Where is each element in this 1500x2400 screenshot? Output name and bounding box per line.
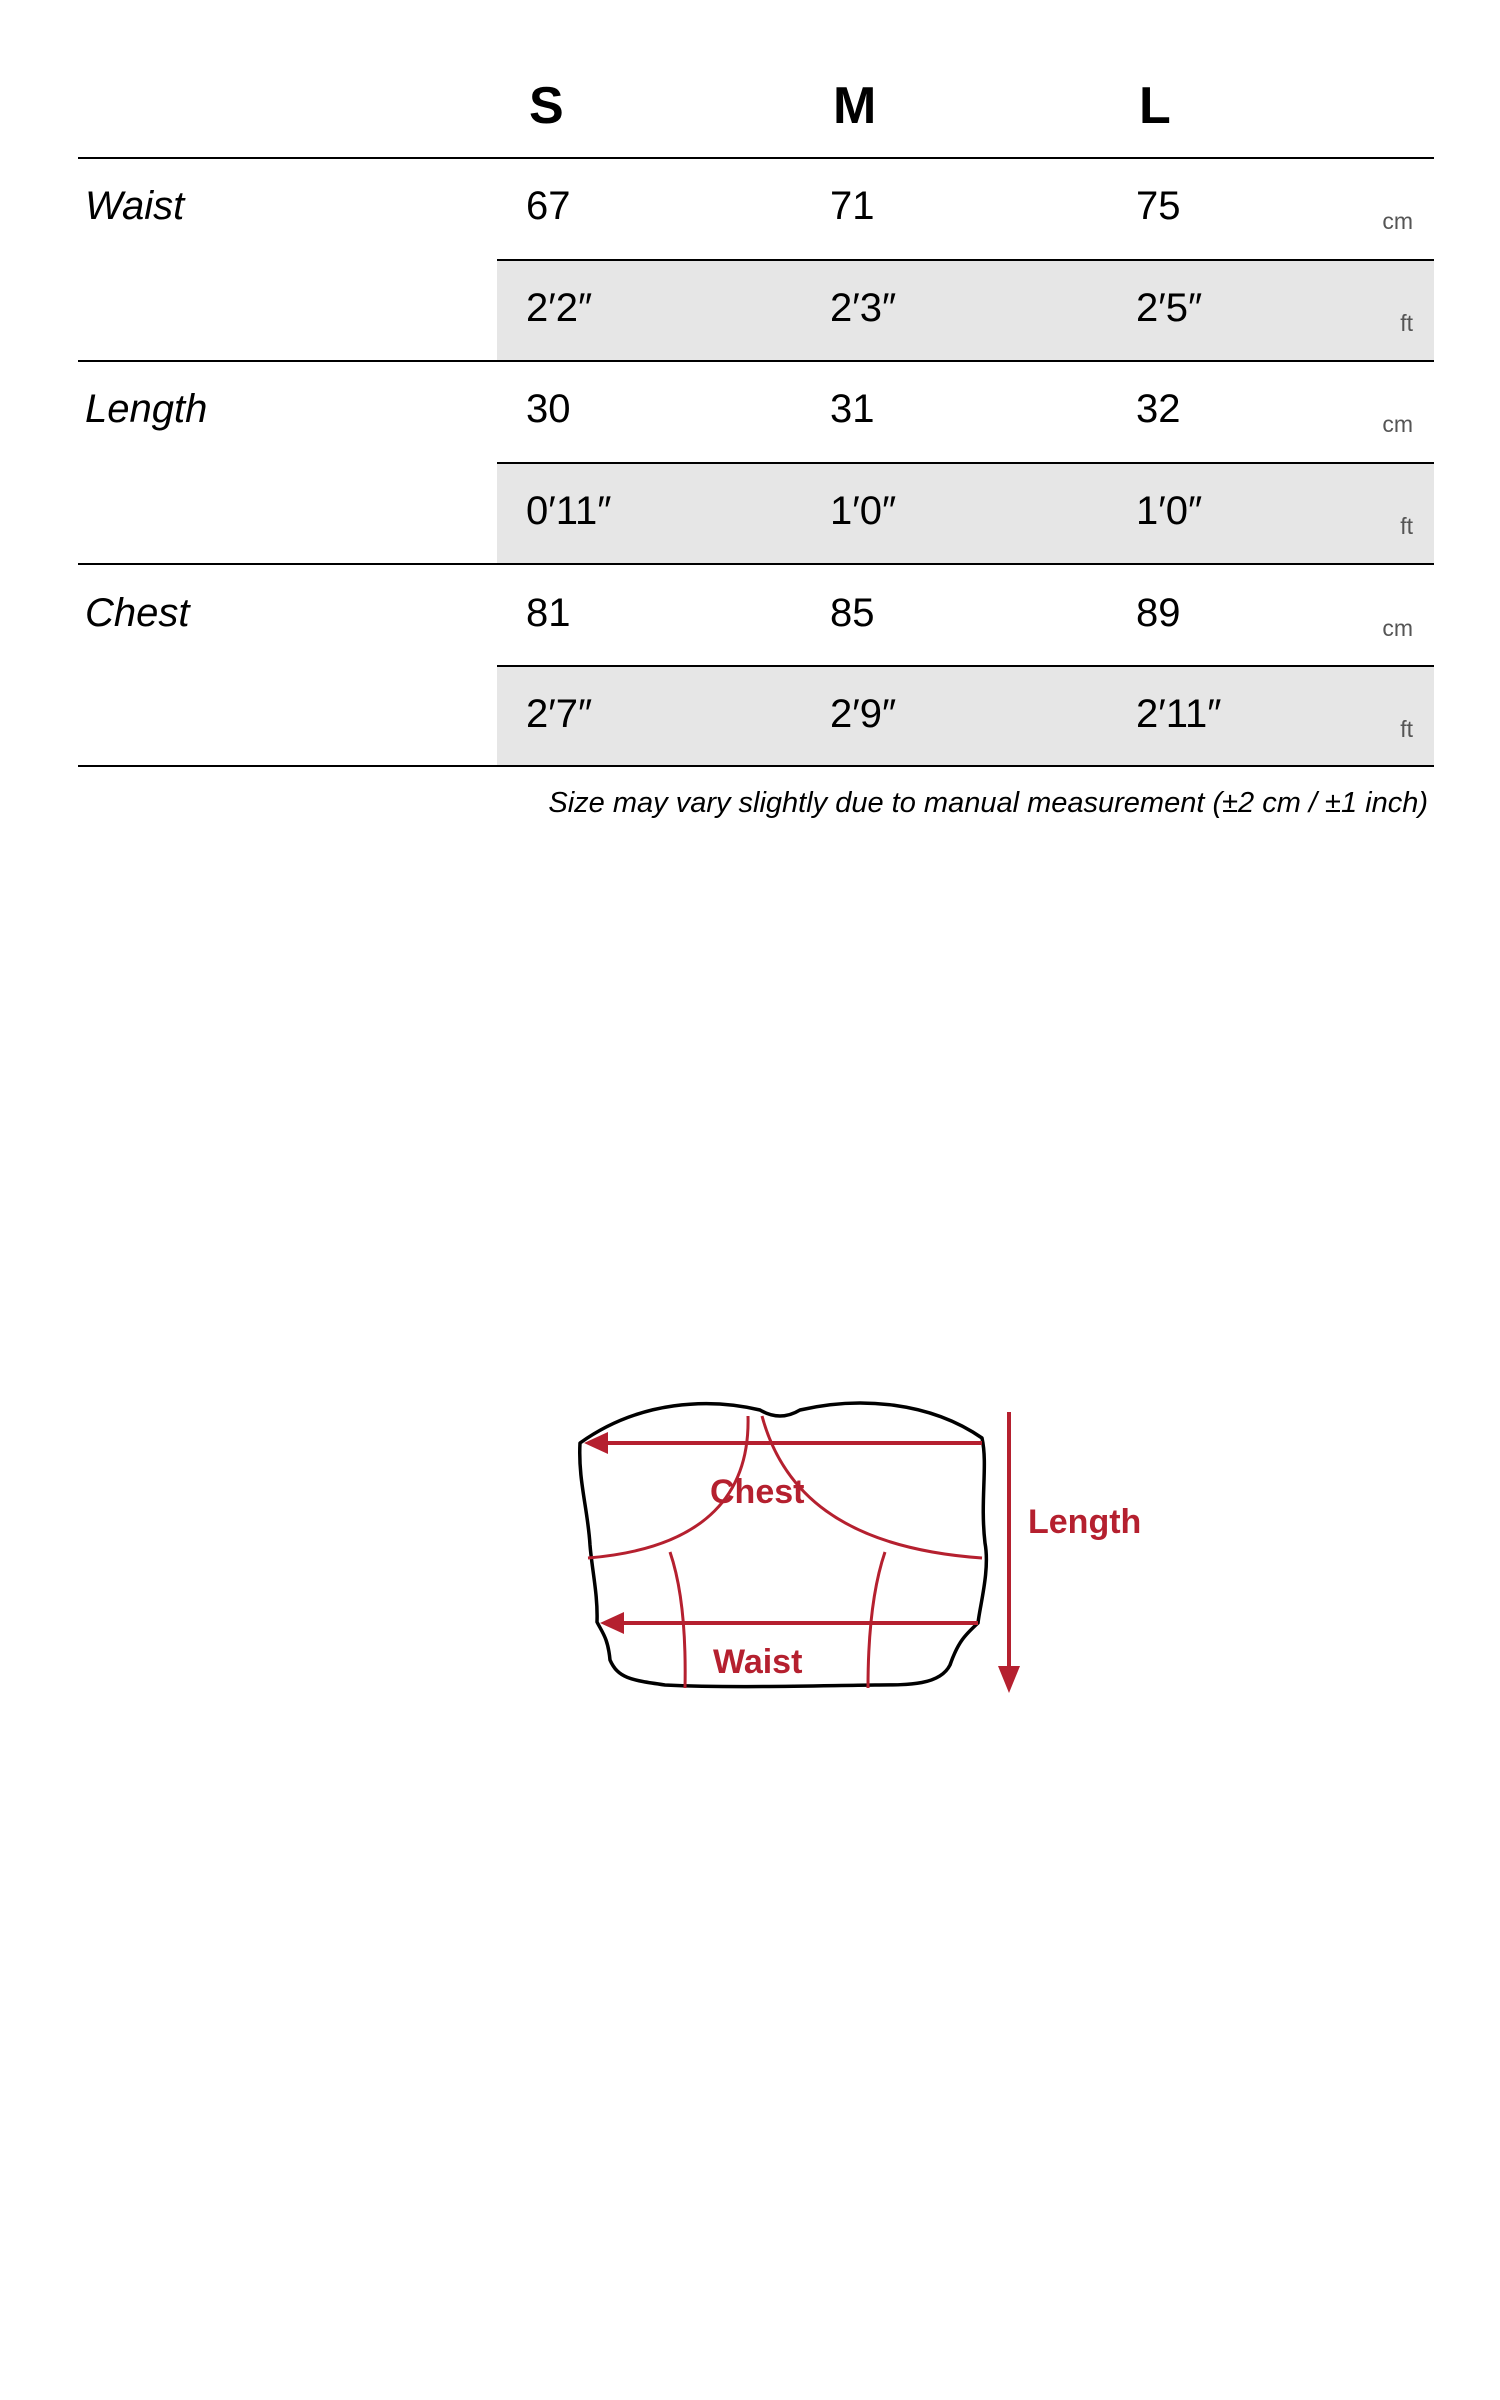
length-ft-l: 1′0″: [1136, 489, 1203, 533]
length-cm-m: 31: [830, 387, 875, 431]
table-subdivider: [497, 462, 1434, 464]
chest-cm-m: 85: [830, 591, 875, 635]
measurement-diagram: [560, 1380, 1142, 1710]
strapless-top-garment-icon: [560, 1380, 1100, 1710]
measurement-note: Size may vary slightly due to manual measurement (±2 cm / ±1 inch): [548, 787, 1428, 819]
waist-ft-l: 2′5″: [1136, 286, 1203, 330]
size-header-s: S: [529, 77, 564, 135]
waist-ft-unit: ft: [1400, 310, 1413, 336]
waist-cm-s: 67: [526, 184, 571, 228]
size-header-l: L: [1139, 77, 1171, 135]
table-divider: [78, 360, 1434, 362]
chest-ft-row-bg: [497, 667, 1434, 766]
table-divider: [78, 157, 1434, 159]
table-subdivider: [497, 665, 1434, 667]
length-label: Length: [85, 387, 208, 431]
chest-ft-l: 2′11″: [1136, 692, 1222, 736]
chest-cm-unit: cm: [1382, 615, 1413, 641]
waist-cm-m: 71: [830, 184, 875, 228]
length-ft-m: 1′0″: [830, 489, 897, 533]
chest-cm-s: 81: [526, 591, 571, 635]
waist-ft-m: 2′3″: [830, 286, 897, 330]
table-divider: [78, 765, 1434, 767]
length-cm-l: 32: [1136, 387, 1181, 431]
waist-ft-s: 2′2″: [526, 286, 593, 330]
chest-ft-unit: ft: [1400, 716, 1413, 742]
table-divider: [78, 563, 1434, 565]
waist-cm-unit: cm: [1382, 208, 1413, 234]
chest-ft-s: 2′7″: [526, 692, 593, 736]
chest-label: Chest: [85, 591, 190, 635]
length-ft-unit: ft: [1400, 513, 1413, 539]
length-cm-s: 30: [526, 387, 571, 431]
chest-cm-l: 89: [1136, 591, 1181, 635]
size-header-m: M: [833, 77, 877, 135]
size-header-row: [78, 0, 1434, 158]
length-arrow-label: Length: [1028, 1503, 1142, 1541]
waist-label: Waist: [85, 184, 185, 228]
length-cm-unit: cm: [1382, 411, 1413, 437]
length-ft-row-bg: [497, 464, 1434, 563]
table-subdivider: [497, 259, 1434, 261]
chest-ft-m: 2′9″: [830, 692, 897, 736]
waist-arrow-label: Waist: [713, 1643, 803, 1681]
waist-ft-row-bg: [497, 261, 1434, 360]
length-ft-s: 0′11″: [526, 489, 612, 533]
chest-arrow-label: Chest: [710, 1473, 805, 1511]
waist-cm-l: 75: [1136, 184, 1181, 228]
